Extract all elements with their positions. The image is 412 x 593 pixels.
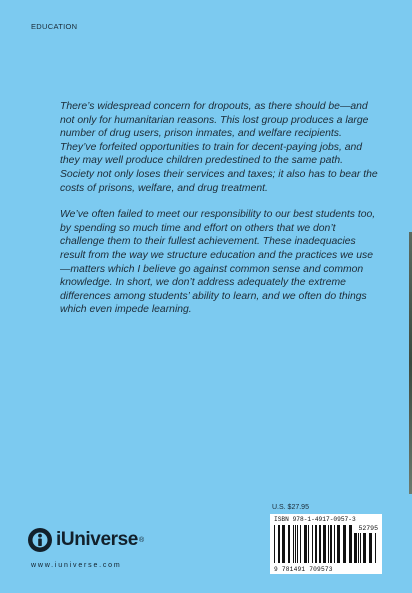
publisher-website: www.iuniverse.com xyxy=(31,562,122,569)
isbn-label: ISBN 978-1-4917-0957-3 xyxy=(274,516,356,523)
barcode xyxy=(270,514,382,574)
publisher-name: iUniverse xyxy=(56,529,138,550)
iuniverse-mark-icon xyxy=(27,527,53,553)
blurb-paragraph-2: We’ve often failed to meet our responsibility to our best students too, by spending so much time and effort on others that we don’t challenge them to their fullest achievement. These inadequacies result from the way we structure education and the practices we use—matters which I believe go against common sense and common knowledge. In short, we don’t address adequately the extreme differences among students’ ability to learn, and we often do things which even impede learning. xyxy=(60,209,376,316)
price-label: U.S. $27.95 xyxy=(272,504,309,511)
category-label: EDUCATION xyxy=(31,22,78,31)
blurb-text xyxy=(60,100,378,330)
publisher-logo xyxy=(27,527,144,553)
registered-mark: ® xyxy=(138,536,145,544)
blurb-paragraph-1: There’s widespread concern for dropouts, as there should be—and not only for humanitarian reasons. This lost group produces a large number of drug users, prison inmates, and welfare recipients. They’ve forfeited opportunities to train for decent-paying jobs, and they may well produce children predestined to the same path. Society not only loses their services and taxes; it also has to bear the costs of prisons, welfare, and drug treatment. xyxy=(60,101,378,194)
barcode-bars-icon xyxy=(274,525,352,563)
barcode-price-code: 52795 xyxy=(358,525,378,532)
barcode-addon-bars-icon xyxy=(354,533,378,563)
barcode-digits: 9 781491 709573 xyxy=(274,566,333,573)
